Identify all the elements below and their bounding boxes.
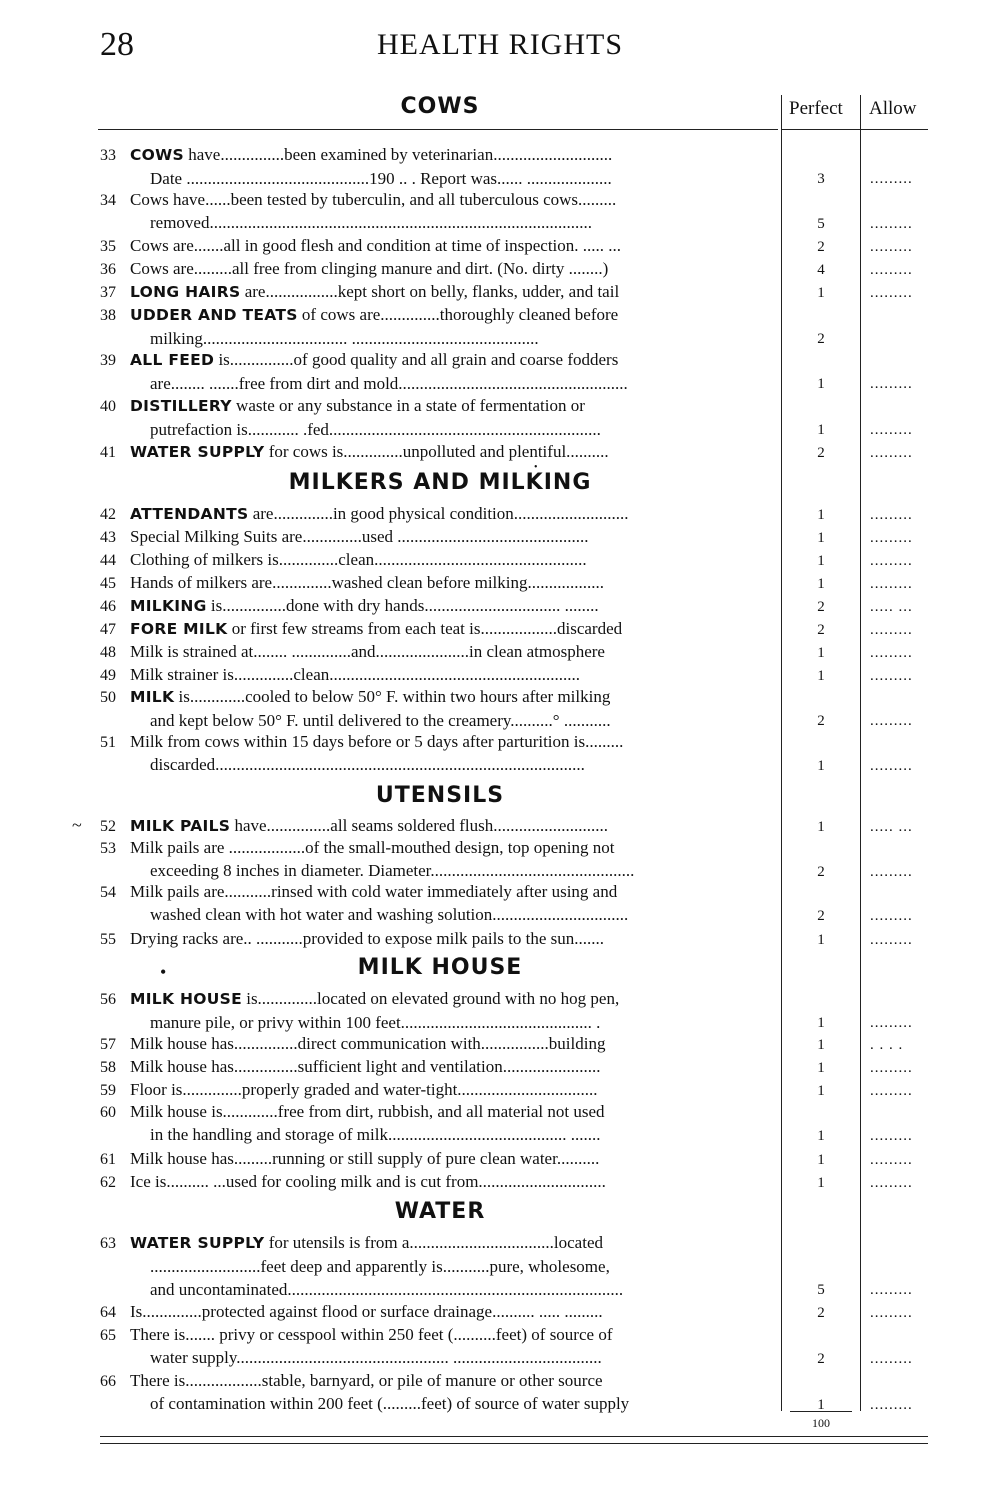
item-text: Ice is.......... ...used for cooling milk and is cut from.............................. (130, 1172, 606, 1191)
item-text: Cows are.......all in good flesh and condition at time of inspection. ..... ... (130, 236, 622, 255)
item-text-line (100, 418, 782, 441)
item-keyword: MILK HOUSE (130, 990, 242, 1008)
checklist-item (100, 257, 782, 280)
item-text-line (100, 836, 782, 859)
item-text: Cows have......been tested by tuberculin, and all tuberculous cows......... (130, 190, 617, 209)
checklist-item (100, 1300, 782, 1323)
section-heading: WATER (394, 1199, 486, 1224)
item-text-line (100, 525, 782, 548)
item-number: 34 (100, 192, 116, 209)
item-text: Cows are.........all free from clinging manure and dirt. (No. dirty ........) (130, 259, 609, 278)
item-text: Milk pails are ..................of the small-mouthed design, top opening not (130, 838, 615, 857)
item-number: 40 (100, 398, 116, 415)
item-text: in the handling and storage of milk.......................................... ....... (150, 1125, 601, 1144)
item-text-line (100, 927, 782, 950)
item-text-line (100, 1011, 782, 1034)
perfect-score: 1 (817, 1128, 825, 1144)
perfect-score: 1 (817, 1397, 825, 1413)
allow-score-blank[interactable]: ......... (870, 171, 913, 187)
item-text-line (100, 394, 782, 418)
perfect-score: 1 (817, 507, 825, 523)
allow-score-blank[interactable]: ......... (870, 576, 913, 592)
item-text-line (100, 1078, 782, 1101)
allow-score-blank[interactable]: ......... (870, 376, 913, 392)
item-number: 62 (100, 1174, 116, 1191)
checklist-item (100, 663, 782, 686)
section-heading: UTENSILS (375, 783, 505, 808)
item-text: Hands of milkers are..............washed clean before milking.................. (130, 573, 604, 592)
allow-score-blank[interactable]: ......... (870, 530, 913, 546)
item-text: are........ .......free from dirt and mold...................................................... (150, 374, 628, 393)
item-text: manure pile, or privy within 100 feet............................................. . (150, 1013, 601, 1032)
allow-column-header: Allow (869, 98, 917, 119)
item-number: 66 (100, 1373, 116, 1390)
item-text-line (100, 327, 782, 350)
item-text-line (100, 1170, 782, 1193)
item-number: 63 (100, 1235, 116, 1252)
item-keyword: DISTILLERY (130, 397, 232, 415)
perfect-score: 1 (817, 576, 825, 592)
item-text-line (100, 663, 782, 686)
checklist-item (100, 188, 782, 234)
item-keyword: LONG HAIRS (130, 283, 241, 301)
item-text: Milk house has...............direct communication with................building (130, 1034, 606, 1053)
item-text: have...............all seams soldered flush........................... (230, 816, 608, 835)
item-text-line (100, 1300, 782, 1323)
checklist-item (100, 143, 782, 190)
item-keyword: MILK PAILS (130, 817, 231, 835)
item-text: Date ...........................................190 .. . Report was...... .................... (150, 169, 612, 188)
item-text: Milk house is.............free from dirt, rubbish, and all material not used (130, 1102, 605, 1121)
allow-score-blank[interactable]: ......... (870, 1015, 913, 1031)
item-text: discarded....................................................................................... (150, 755, 585, 774)
item-text: have...............been examined by veterinarian............................ (184, 145, 613, 164)
item-number: 49 (100, 667, 116, 684)
item-number: 46 (100, 598, 116, 615)
perfect-score: 5 (817, 216, 825, 232)
item-text-line (100, 880, 782, 903)
item-keyword: UDDER AND TEATS (130, 306, 298, 324)
item-text-line (100, 143, 782, 167)
item-number: 44 (100, 552, 116, 569)
column-header-underline (782, 129, 928, 130)
item-text-line (100, 987, 782, 1011)
item-text-line (100, 1278, 782, 1301)
allow-score-blank[interactable]: ......... (870, 262, 913, 278)
item-number: 60 (100, 1104, 116, 1121)
footer-rule-2 (100, 1443, 928, 1444)
perfect-score: 1 (817, 758, 825, 774)
perfect-score: 1 (817, 645, 825, 661)
perfect-score: 2 (817, 864, 825, 880)
item-text-line (100, 211, 782, 234)
item-text: is..............located on elevated ground with no hog pen, (241, 989, 620, 1008)
item-text: and kept below 50° F. until delivered to the creamery..........° ........... (150, 711, 611, 730)
item-text-line (100, 303, 782, 327)
checklist-item (100, 502, 782, 526)
item-text-line (100, 594, 782, 618)
section-heading: MILK HOUSE (357, 955, 523, 980)
perfect-score: 1 (817, 819, 825, 835)
section-heading: COWS (400, 94, 480, 119)
item-text: of contamination within 200 feet (.........feet) of source of water supply (150, 1394, 630, 1413)
item-text-line (100, 1369, 782, 1392)
item-text-line (100, 1055, 782, 1078)
bullet-mark: • (160, 962, 167, 982)
item-number: 50 (100, 689, 116, 706)
allow-score-blank[interactable]: ......... (870, 507, 913, 523)
perfect-score: 2 (817, 331, 825, 347)
item-number: 37 (100, 284, 116, 301)
item-text: Milk is strained at........ ..............and......................in clean atmosphere (130, 642, 605, 661)
item-text: Is..............protected against flood or surface drainage.......... ..... ......... (130, 1302, 603, 1321)
perfect-column-right-rule (860, 95, 861, 1411)
perfect-score: 1 (817, 530, 825, 546)
item-text-line (100, 1147, 782, 1170)
perfect-column-header: Perfect (789, 98, 843, 119)
item-text-line (100, 1323, 782, 1346)
perfect-score: 1 (817, 285, 825, 301)
item-text: are.................kept short on belly, flanks, udder, and tail (240, 282, 620, 301)
allow-score-blank[interactable]: . . . . (870, 1037, 904, 1053)
item-text: are..............in good physical condition........................... (248, 504, 629, 523)
item-text: is.............cooled to below 50° F. within two hours after milking (174, 687, 611, 706)
allow-score-blank[interactable]: ......... (870, 864, 913, 880)
item-number: 59 (100, 1082, 116, 1099)
checklist-item (100, 1147, 782, 1170)
checklist-item (100, 348, 782, 395)
item-number: 56 (100, 991, 116, 1008)
allow-score-blank[interactable]: ......... (870, 713, 913, 729)
checklist-item (100, 1231, 782, 1301)
perfect-score: 2 (817, 445, 825, 461)
item-text: water supply.................................................. ................................... (150, 1348, 602, 1367)
item-text-line (100, 1392, 782, 1415)
item-text: Special Milking Suits are..............used ............................................. (130, 527, 589, 546)
allow-score-blank[interactable]: ......... (870, 622, 913, 638)
item-text: Milk from cows within 15 days before or 5 days after parturition is......... (130, 732, 624, 751)
item-text-line (100, 903, 782, 926)
perfect-score: 2 (817, 599, 825, 615)
item-text: of cows are..............thoroughly cleaned before (297, 305, 619, 324)
item-text: Drying racks are.. ...........provided to expose milk pails to the sun....... (130, 929, 605, 948)
item-text: removed.......................................................................................... (150, 213, 592, 232)
item-number: 36 (100, 261, 116, 278)
allow-score-blank[interactable]: ......... (870, 932, 913, 948)
item-text-line (100, 685, 782, 709)
item-text: There is..................stable, barnyard, or pile of manure or other source (130, 1371, 603, 1390)
item-keyword: FORE MILK (130, 620, 228, 638)
checklist-item (100, 617, 782, 641)
item-number: 48 (100, 644, 116, 661)
checklist-item (100, 525, 782, 548)
item-text: putrefaction is............ .fed................................................................ (150, 420, 601, 439)
item-number: 53 (100, 840, 116, 857)
checklist-item (100, 394, 782, 441)
item-text: washed clean with hot water and washing solution................................ (150, 905, 629, 924)
allow-score-blank[interactable]: ......... (870, 285, 913, 301)
checklist-item (100, 594, 782, 618)
item-number: 45 (100, 575, 116, 592)
checklist-item (100, 280, 782, 304)
perfect-score: 1 (817, 1083, 825, 1099)
checklist-item (100, 880, 782, 926)
item-keyword: MILK (130, 688, 175, 706)
item-text-line (100, 440, 782, 464)
allow-score-blank[interactable]: ......... (870, 216, 913, 232)
checklist-item (100, 1100, 782, 1146)
allow-score-blank[interactable]: ......... (870, 553, 913, 569)
item-text-line (100, 1231, 782, 1255)
allow-score-blank[interactable]: ......... (870, 422, 913, 438)
item-text: waste or any substance in a state of fermentation or (231, 396, 585, 415)
checklist-item (100, 548, 782, 571)
item-text: for cows is..............unpolluted and plentiful.......... (264, 442, 609, 461)
checklist-item (100, 640, 782, 663)
allow-score-blank[interactable]: ......... (870, 758, 913, 774)
item-text: Milk strainer is..............clean........................................................... (130, 665, 580, 684)
perfect-score: 2 (817, 239, 825, 255)
perfect-score: 2 (817, 713, 825, 729)
checklist-item (100, 571, 782, 594)
section-heading: MILKERS AND MILKING (288, 470, 592, 495)
item-number: 35 (100, 238, 116, 255)
footer-rule-1 (100, 1436, 928, 1437)
perfect-score: 3 (817, 171, 825, 187)
item-text-line (100, 234, 782, 257)
item-text: and uncontaminated............................................................................... (150, 1280, 624, 1299)
item-text-line (100, 257, 782, 280)
item-text-line (100, 1032, 782, 1055)
item-text-line (100, 280, 782, 304)
checklist-item (100, 1055, 782, 1078)
item-keyword: MILKING (130, 597, 207, 615)
allow-score-blank[interactable]: ......... (870, 1152, 913, 1168)
perfect-score: 1 (817, 1152, 825, 1168)
margin-mark: ~ (72, 815, 82, 835)
perfect-score: 1 (817, 668, 825, 684)
perfect-score: 1 (817, 1037, 825, 1053)
item-text-line (100, 348, 782, 372)
allow-score-blank[interactable]: ......... (870, 445, 913, 461)
checklist-item (100, 234, 782, 257)
perfect-score: 1 (817, 422, 825, 438)
perfect-score: 1 (817, 553, 825, 569)
item-text-line (100, 617, 782, 641)
checklist-item (100, 836, 782, 882)
item-number: 55 (100, 931, 116, 948)
item-text: milking.................................. ............................................ (150, 329, 539, 348)
item-number: 47 (100, 621, 116, 638)
checklist-item (100, 1323, 782, 1369)
bullet-mark: • (534, 462, 538, 473)
checklist-item (100, 927, 782, 950)
header-underline (98, 129, 778, 130)
item-text-line (100, 814, 782, 838)
item-number: 39 (100, 352, 116, 369)
perfect-score: 5 (817, 1282, 825, 1298)
perfect-score: 1 (817, 1175, 825, 1191)
perfect-score: 2 (817, 1305, 825, 1321)
allow-score-blank[interactable]: ......... (870, 1397, 913, 1413)
allow-score-blank[interactable]: ......... (870, 1128, 913, 1144)
item-number: 33 (100, 147, 116, 164)
item-number: 54 (100, 884, 116, 901)
item-keyword: WATER SUPPLY (130, 443, 265, 461)
item-text-line (100, 640, 782, 663)
allow-score-blank[interactable]: ......... (870, 668, 913, 684)
item-number: 65 (100, 1327, 116, 1344)
item-keyword: ALL FEED (130, 351, 215, 369)
checklist-item (100, 1078, 782, 1101)
item-text-line (100, 1123, 782, 1146)
item-number: 64 (100, 1304, 116, 1321)
item-number: 43 (100, 529, 116, 546)
allow-score-blank[interactable]: ..... ... (870, 599, 913, 615)
item-text-line (100, 548, 782, 571)
allow-score-blank[interactable]: ......... (870, 908, 913, 924)
perfect-score: 2 (817, 622, 825, 638)
checklist-item (100, 303, 782, 350)
checklist-item (100, 814, 782, 838)
item-keyword: COWS (130, 146, 185, 164)
perfect-score: 2 (817, 1351, 825, 1367)
item-text-line (100, 709, 782, 732)
allow-score-blank[interactable]: ......... (870, 1305, 913, 1321)
page-number: 28 (100, 26, 134, 63)
item-keyword: WATER SUPPLY (130, 1234, 265, 1252)
allow-score-blank[interactable]: ......... (870, 1351, 913, 1367)
item-text: Floor is..............properly graded and water-tight................................. (130, 1080, 598, 1099)
perfect-score: 2 (817, 908, 825, 924)
item-number: 52 (100, 818, 116, 835)
checklist-item (100, 730, 782, 776)
item-text: is...............done with dry hands................................ ........ (206, 596, 599, 615)
item-number: 41 (100, 444, 116, 461)
item-text-line (100, 1100, 782, 1123)
item-text: ..........................feet deep and apparently is...........pure, wholesome, (150, 1257, 610, 1276)
allow-score-blank[interactable]: ......... (870, 1282, 913, 1298)
checklist-item (100, 1369, 782, 1415)
item-text-line (100, 571, 782, 594)
checklist-item (100, 685, 782, 732)
item-keyword: ATTENDANTS (130, 505, 249, 523)
perfect-score: 1 (817, 1015, 825, 1031)
allow-score-blank[interactable]: ......... (870, 239, 913, 255)
item-text: Clothing of milkers is..............clean.................................................. (130, 550, 587, 569)
allow-score-blank[interactable]: ......... (870, 645, 913, 661)
total-score: 100 (812, 1416, 830, 1430)
item-text-line (100, 188, 782, 211)
item-text-line (100, 1255, 782, 1278)
allow-score-blank[interactable]: ......... (870, 1083, 913, 1099)
checklist-item (100, 1032, 782, 1055)
item-text-line (100, 167, 782, 190)
perfect-score: 4 (817, 262, 825, 278)
item-number: 61 (100, 1151, 116, 1168)
item-number: 58 (100, 1059, 116, 1076)
checklist-item (100, 440, 782, 464)
checklist-item (100, 987, 782, 1034)
allow-score-blank[interactable]: ......... (870, 1060, 913, 1076)
item-number: 38 (100, 307, 116, 324)
item-text: or first few streams from each teat is..................discarded (227, 619, 623, 638)
item-text-line (100, 1346, 782, 1369)
item-text: Milk pails are...........rinsed with cold water immediately after using and (130, 882, 618, 901)
item-number: 42 (100, 506, 116, 523)
item-text-line (100, 753, 782, 776)
item-text: Milk house has...............sufficient light and ventilation....................... (130, 1057, 601, 1076)
checklist-item (100, 1170, 782, 1193)
item-number: 51 (100, 734, 116, 751)
perfect-score: 1 (817, 376, 825, 392)
item-text-line (100, 502, 782, 526)
item-text: There is....... privy or cesspool within 250 feet (..........feet) of source of (130, 1325, 613, 1344)
item-text: is...............of good quality and all grain and coarse fodders (214, 350, 619, 369)
perfect-score: 1 (817, 932, 825, 948)
item-text: for utensils is from a..................................located (264, 1233, 603, 1252)
allow-score-blank[interactable]: ......... (870, 1175, 913, 1191)
item-text: exceeding 8 inches in diameter. Diameter................................................ (150, 861, 635, 880)
perfect-score: 1 (817, 1060, 825, 1076)
item-text-line (100, 859, 782, 882)
running-title: HEALTH RIGHTS (376, 28, 624, 61)
item-number: 57 (100, 1036, 116, 1053)
item-text: Milk house has.........running or still supply of pure clean water.......... (130, 1149, 600, 1168)
item-text-line (100, 372, 782, 395)
item-text-line (100, 730, 782, 753)
allow-score-blank[interactable]: ..... ... (870, 819, 913, 835)
